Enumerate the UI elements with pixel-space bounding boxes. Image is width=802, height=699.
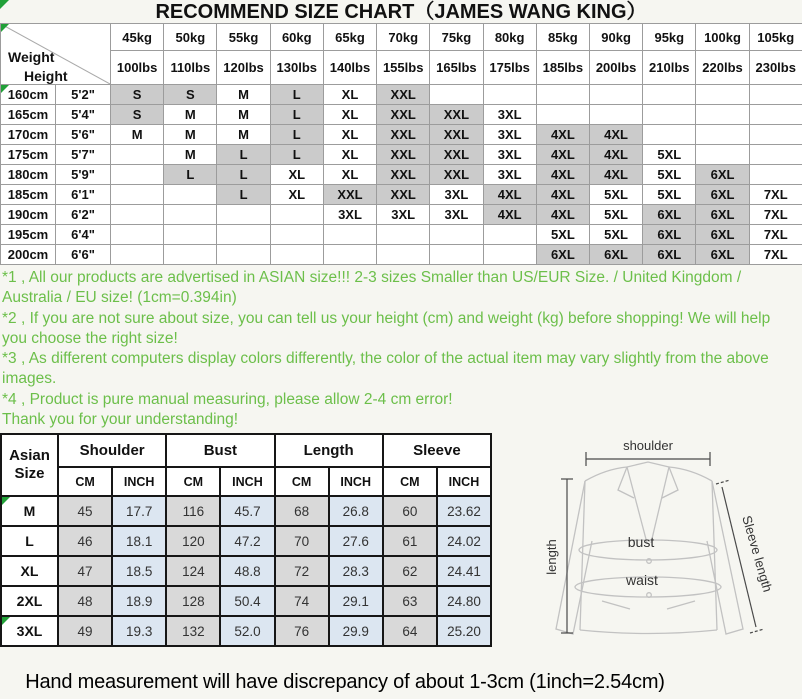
corner-flag-icon — [2, 617, 10, 625]
measure-unit-header-cell: INCH — [220, 467, 274, 496]
height-row — [1, 225, 802, 245]
height-cm-cell: 195cm — [1, 225, 56, 245]
size-cell — [377, 245, 430, 265]
size-cell: XXL — [377, 145, 430, 165]
measure-value-cell: 24.41 — [437, 556, 491, 586]
weight-lbs-header-cell: 140lbs — [323, 51, 376, 85]
measure-value-cell: 120 — [166, 526, 220, 556]
size-cell: 6XL — [536, 245, 589, 265]
size-cell: 4XL — [589, 165, 642, 185]
shoulder-label: shoulder — [623, 438, 673, 454]
height-ft-cell: 5'6" — [56, 125, 111, 145]
measure-value-cell: 23.62 — [437, 496, 491, 526]
measure-value-cell: 52.0 — [220, 616, 274, 646]
note-line: *2 , If you are not sure about size, you can tell us your height (cm) and weight (kg) before shopping! We will help you choose the right size! — [2, 309, 771, 347]
size-cell — [323, 245, 376, 265]
size-cell — [536, 105, 589, 125]
size-cell: S — [111, 85, 164, 105]
measure-value-cell: 24.80 — [437, 586, 491, 616]
height-cm-cell: 160cm — [1, 85, 56, 105]
size-cell: L — [270, 105, 323, 125]
asian-size-corner-cell: Asian Size — [1, 434, 58, 496]
height-row — [1, 245, 802, 265]
weight-kg-header-cell: 55kg — [217, 24, 270, 51]
size-cell: L — [270, 85, 323, 105]
measure-value-cell: 76 — [275, 616, 329, 646]
size-cell: 5XL — [643, 165, 696, 185]
measure-value-cell: 48 — [58, 586, 112, 616]
measure-size-label-cell: L — [1, 526, 58, 556]
size-cell: XXL — [430, 145, 483, 165]
note-line: Thank you for your understanding! — [2, 411, 239, 429]
weight-lbs-header-cell: 155lbs — [377, 51, 430, 85]
size-cell: 5XL — [589, 185, 642, 205]
size-cell — [749, 165, 802, 185]
size-cell: L — [217, 165, 270, 185]
height-row — [1, 85, 802, 105]
size-cell — [270, 245, 323, 265]
size-cell: XL — [270, 165, 323, 185]
size-cell: 3XL — [430, 185, 483, 205]
weight-lbs-header-cell: 200lbs — [589, 51, 642, 85]
size-cell: XXL — [377, 165, 430, 185]
size-cell — [111, 185, 164, 205]
corner-flag-icon — [2, 497, 10, 505]
measure-value-cell: 48.8 — [220, 556, 274, 586]
height-row — [1, 205, 802, 225]
height-ft-cell: 6'2" — [56, 205, 111, 225]
size-cell: XL — [323, 105, 376, 125]
size-cell — [164, 225, 217, 245]
weight-lbs-header-cell: 230lbs — [749, 51, 802, 85]
size-cell — [111, 245, 164, 265]
note-line: *4 , Product is pure manual measuring, please allow 2-4 cm error! — [2, 390, 453, 408]
size-cell: 5XL — [536, 225, 589, 245]
measure-unit-header-row — [1, 467, 491, 496]
size-cell — [111, 225, 164, 245]
size-cell: XXL — [430, 165, 483, 185]
measure-size-label-cell: XL — [1, 556, 58, 586]
size-cell — [323, 225, 376, 245]
height-ft-cell: 5'9" — [56, 165, 111, 185]
size-cell: XL — [323, 145, 376, 165]
measure-value-cell: 116 — [166, 496, 220, 526]
height-ft-cell: 6'6" — [56, 245, 111, 265]
size-cell: XXL — [377, 85, 430, 105]
size-cell: M — [111, 125, 164, 145]
size-cell — [643, 125, 696, 145]
measure-group-header-row — [1, 434, 491, 467]
size-cell: 6XL — [589, 245, 642, 265]
height-row — [1, 145, 802, 165]
size-cell: 7XL — [749, 225, 802, 245]
size-cell: 4XL — [536, 165, 589, 185]
size-cell: S — [164, 85, 217, 105]
size-cell — [483, 225, 536, 245]
measurement-table — [0, 433, 492, 647]
corner-weight-label: Weight — [8, 49, 55, 65]
weight-lbs-header-cell: 220lbs — [696, 51, 749, 85]
measure-value-cell: 47 — [58, 556, 112, 586]
size-cell — [643, 105, 696, 125]
sleeve-length-label: Sleeve length — [739, 514, 776, 595]
size-cell: L — [270, 145, 323, 165]
size-cell: 4XL — [483, 185, 536, 205]
size-cell: XL — [270, 185, 323, 205]
measure-value-cell: 46 — [58, 526, 112, 556]
weight-height-corner-cell — [1, 24, 111, 85]
note-line: *3 , As different computers display colors differently, the color of the actual item may vary slightly from the above images. — [2, 350, 769, 388]
size-cell: XL — [323, 165, 376, 185]
size-cell — [696, 85, 749, 105]
size-cell: S — [111, 105, 164, 125]
measure-value-cell: 26.8 — [329, 496, 383, 526]
measure-size-label-cell: 2XL — [1, 586, 58, 616]
size-cell: 6XL — [696, 185, 749, 205]
height-ft-cell: 5'2" — [56, 85, 111, 105]
weight-lbs-header-cell: 210lbs — [643, 51, 696, 85]
measure-unit-header-cell: CM — [275, 467, 329, 496]
shoulder-measure-line — [586, 452, 710, 466]
height-cm-cell: 165cm — [1, 105, 56, 125]
size-cell — [696, 145, 749, 165]
size-cell: 3XL — [483, 105, 536, 125]
measure-size-label-cell: 3XL — [1, 616, 58, 646]
height-cm-cell: 175cm — [1, 145, 56, 165]
weight-lbs-header-cell: 100lbs — [111, 51, 164, 85]
height-ft-cell: 5'4" — [56, 105, 111, 125]
size-cell — [164, 245, 217, 265]
weight-lbs-header-cell: 120lbs — [217, 51, 270, 85]
measure-row — [1, 526, 491, 556]
size-cell: XXL — [377, 125, 430, 145]
footer-note: Hand measurement will have discrepancy of about 1-3cm (1inch=2.54cm) — [25, 671, 665, 694]
size-cell: L — [270, 125, 323, 145]
measure-value-cell: 17.7 — [112, 496, 166, 526]
size-cell: M — [217, 105, 270, 125]
size-cell: M — [164, 105, 217, 125]
weight-kg-header-cell: 60kg — [270, 24, 323, 51]
weight-kg-header-cell: 80kg — [483, 24, 536, 51]
size-cell: 3XL — [323, 205, 376, 225]
size-cell: 6XL — [643, 245, 696, 265]
weight-lbs-header-cell: 165lbs — [430, 51, 483, 85]
waist-label: waist — [626, 572, 658, 589]
weight-kg-header-cell: 95kg — [643, 24, 696, 51]
size-cell: 3XL — [483, 145, 536, 165]
size-cell: 4XL — [536, 145, 589, 165]
size-cell — [749, 105, 802, 125]
height-ft-cell: 6'4" — [56, 225, 111, 245]
size-cell: 3XL — [377, 205, 430, 225]
height-row — [1, 185, 802, 205]
size-cell: 6XL — [696, 205, 749, 225]
weight-lbs-header-cell: 175lbs — [483, 51, 536, 85]
sheet-corner-flag-icon — [0, 0, 9, 9]
length-measure-line — [561, 479, 573, 633]
measure-value-cell: 63 — [383, 586, 437, 616]
measure-row — [1, 556, 491, 586]
height-cm-cell: 170cm — [1, 125, 56, 145]
size-cell — [217, 225, 270, 245]
size-cell: M — [164, 125, 217, 145]
size-cell: L — [217, 145, 270, 165]
size-cell: 3XL — [483, 165, 536, 185]
notes-block — [0, 265, 802, 432]
size-cell — [270, 225, 323, 245]
weight-kg-header-cell: 70kg — [377, 24, 430, 51]
measure-row — [1, 616, 491, 646]
size-cell: 6XL — [643, 205, 696, 225]
size-cell: 4XL — [589, 125, 642, 145]
size-cell: 4XL — [536, 185, 589, 205]
size-cell: L — [217, 185, 270, 205]
size-cell — [430, 245, 483, 265]
weight-kg-header-cell: 85kg — [536, 24, 589, 51]
corner-flag-icon — [1, 85, 9, 93]
page-title: RECOMMEND SIZE CHART（JAMES WANG KING） — [155, 1, 647, 23]
measure-group-header-cell: Length — [275, 434, 383, 467]
measure-value-cell: 29.9 — [329, 616, 383, 646]
measure-value-cell: 24.02 — [437, 526, 491, 556]
size-cell: M — [164, 145, 217, 165]
measure-value-cell: 49 — [58, 616, 112, 646]
weight-lbs-header-cell: 185lbs — [536, 51, 589, 85]
jacket-diagram — [506, 437, 802, 666]
bottom-section — [0, 433, 802, 666]
size-cell — [217, 245, 270, 265]
size-cell: XXL — [377, 105, 430, 125]
corner-height-label: Height — [24, 68, 68, 84]
measure-value-cell: 18.1 — [112, 526, 166, 556]
measure-value-cell: 68 — [275, 496, 329, 526]
size-cell: XXL — [430, 125, 483, 145]
weight-kg-header-cell: 90kg — [589, 24, 642, 51]
measure-value-cell: 27.6 — [329, 526, 383, 556]
size-cell: 7XL — [749, 205, 802, 225]
size-cell: 7XL — [749, 245, 802, 265]
measure-group-header-cell: Shoulder — [58, 434, 166, 467]
measure-value-cell: 70 — [275, 526, 329, 556]
measure-group-header-cell: Bust — [166, 434, 274, 467]
size-cell: 6XL — [643, 225, 696, 245]
weight-kg-header-cell: 50kg — [164, 24, 217, 51]
measure-value-cell: 29.1 — [329, 586, 383, 616]
size-cell: XXL — [323, 185, 376, 205]
size-cell: 4XL — [536, 205, 589, 225]
weight-kg-header-row — [1, 24, 802, 51]
size-cell — [749, 85, 802, 105]
measure-unit-header-cell: CM — [58, 467, 112, 496]
measure-unit-header-cell: INCH — [437, 467, 491, 496]
size-cell — [217, 205, 270, 225]
size-cell: L — [164, 165, 217, 185]
measure-unit-header-cell: INCH — [112, 467, 166, 496]
size-cell — [589, 105, 642, 125]
size-cell — [377, 225, 430, 245]
weight-kg-header-cell: 65kg — [323, 24, 376, 51]
size-cell — [696, 105, 749, 125]
measure-unit-header-cell: CM — [383, 467, 437, 496]
corner-flag-icon — [1, 24, 9, 32]
measure-value-cell: 18.5 — [112, 556, 166, 586]
measure-group-header-cell: Sleeve — [383, 434, 491, 467]
size-cell: 5XL — [589, 205, 642, 225]
height-ft-cell: 6'1" — [56, 185, 111, 205]
weight-kg-header-cell: 105kg — [749, 24, 802, 51]
measure-row — [1, 496, 491, 526]
height-cm-cell: 180cm — [1, 165, 56, 185]
measure-value-cell: 60 — [383, 496, 437, 526]
measure-value-cell: 45 — [58, 496, 112, 526]
note-line: *1 , All our products are advertised in ASIAN size!!! 2-3 sizes Smaller than US/EUR Size. / United Kingdom / Australia / EU size! (1cm=0.394in) — [2, 269, 742, 307]
size-cell — [749, 125, 802, 145]
height-row — [1, 165, 802, 185]
jacket-sketch — [506, 437, 802, 661]
size-cell: 7XL — [749, 185, 802, 205]
size-cell: M — [217, 125, 270, 145]
weight-lbs-header-cell: 130lbs — [270, 51, 323, 85]
size-cell — [749, 145, 802, 165]
measure-value-cell: 132 — [166, 616, 220, 646]
size-cell — [164, 205, 217, 225]
size-cell: 3XL — [483, 125, 536, 145]
height-cm-cell: 200cm — [1, 245, 56, 265]
weight-lbs-header-row — [1, 51, 802, 85]
size-cell — [111, 165, 164, 185]
size-cell: M — [217, 85, 270, 105]
size-cell: 3XL — [430, 205, 483, 225]
measure-value-cell: 124 — [166, 556, 220, 586]
size-cell: XL — [323, 125, 376, 145]
size-cell — [696, 125, 749, 145]
size-cell: 6XL — [696, 245, 749, 265]
size-cell — [111, 205, 164, 225]
size-cell: 5XL — [643, 145, 696, 165]
size-cell: 6XL — [696, 165, 749, 185]
measure-row — [1, 586, 491, 616]
size-cell: XXL — [377, 185, 430, 205]
size-cell: XL — [323, 85, 376, 105]
height-row — [1, 105, 802, 125]
measure-value-cell: 72 — [275, 556, 329, 586]
height-ft-cell: 5'7" — [56, 145, 111, 165]
measure-value-cell: 62 — [383, 556, 437, 586]
size-cell — [483, 245, 536, 265]
measure-value-cell: 19.3 — [112, 616, 166, 646]
measure-value-cell: 61 — [383, 526, 437, 556]
height-row — [1, 125, 802, 145]
weight-lbs-header-cell: 110lbs — [164, 51, 217, 85]
measure-value-cell: 128 — [166, 586, 220, 616]
weight-kg-header-cell: 100kg — [696, 24, 749, 51]
size-recommendation-table — [0, 23, 802, 265]
size-cell — [483, 85, 536, 105]
measure-value-cell: 50.4 — [220, 586, 274, 616]
size-cell: 4XL — [589, 145, 642, 165]
size-cell: 5XL — [589, 225, 642, 245]
size-cell — [589, 85, 642, 105]
measure-value-cell: 74 — [275, 586, 329, 616]
height-cm-cell: 185cm — [1, 185, 56, 205]
weight-kg-header-cell: 45kg — [111, 24, 164, 51]
weight-kg-header-cell: 75kg — [430, 24, 483, 51]
size-cell: 4XL — [483, 205, 536, 225]
size-cell: XXL — [430, 105, 483, 125]
size-cell — [111, 145, 164, 165]
size-cell: 5XL — [643, 185, 696, 205]
size-cell — [643, 85, 696, 105]
measure-unit-header-cell: INCH — [329, 467, 383, 496]
measure-size-label-cell: M — [1, 496, 58, 526]
size-cell — [430, 85, 483, 105]
size-cell — [164, 185, 217, 205]
measure-value-cell: 64 — [383, 616, 437, 646]
measure-value-cell: 25.20 — [437, 616, 491, 646]
size-cell — [536, 85, 589, 105]
height-cm-cell: 190cm — [1, 205, 56, 225]
measure-unit-header-cell: CM — [166, 467, 220, 496]
size-cell: 6XL — [696, 225, 749, 245]
bust-label: bust — [627, 534, 655, 551]
length-label: length — [544, 539, 560, 576]
size-cell — [430, 225, 483, 245]
size-cell — [270, 205, 323, 225]
measure-value-cell: 28.3 — [329, 556, 383, 586]
measure-value-cell: 45.7 — [220, 496, 274, 526]
measure-value-cell: 18.9 — [112, 586, 166, 616]
size-cell: 4XL — [536, 125, 589, 145]
measure-value-cell: 47.2 — [220, 526, 274, 556]
